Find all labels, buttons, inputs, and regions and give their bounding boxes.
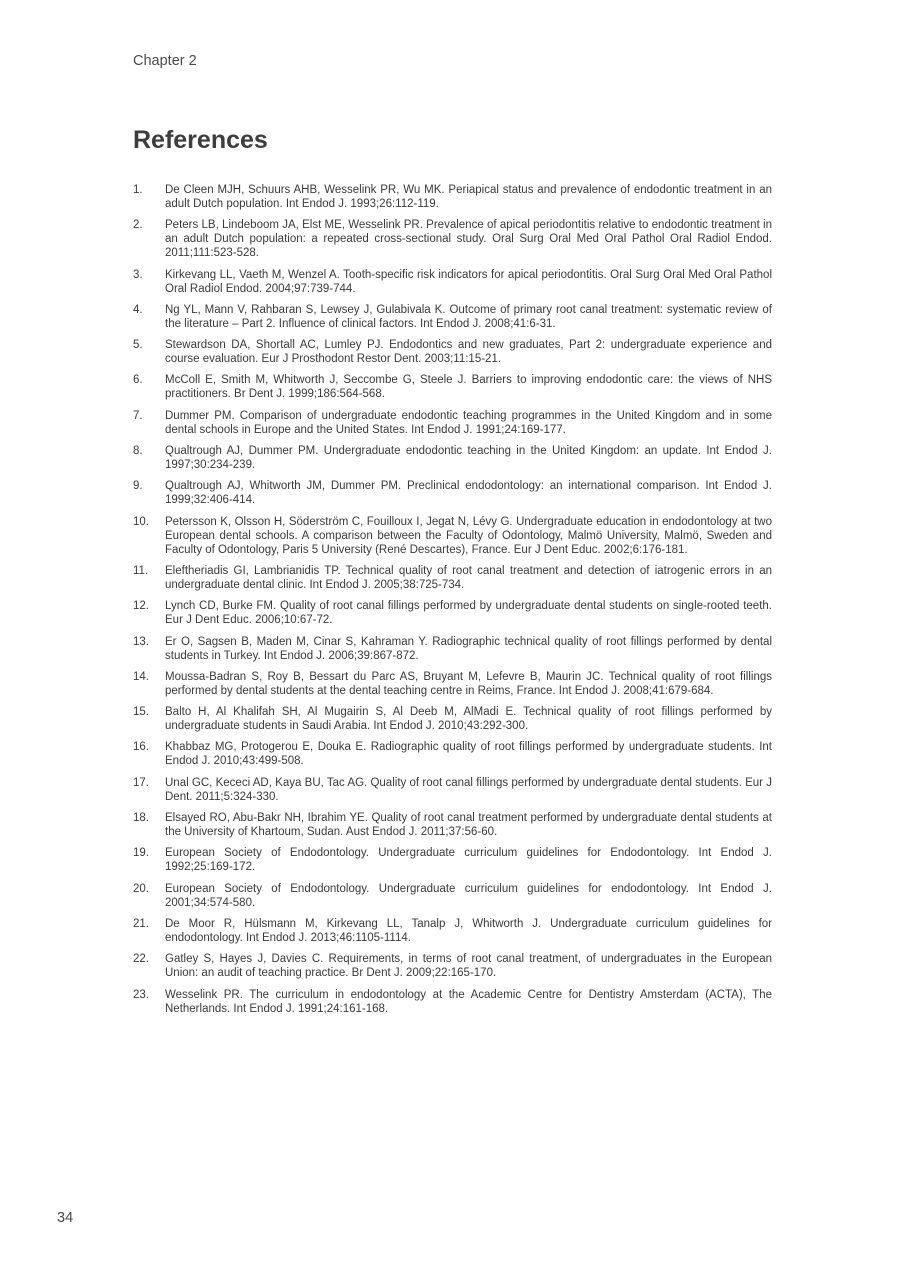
reference-text: Ng YL, Mann V, Rahbaran S, Lewsey J, Gulabivala K. Outcome of primary root canal treatment: systematic review of the literature – Part 2. Influence of clinical factors. Int Endod J. 2008;41:6-31. (165, 303, 772, 330)
reference-item (133, 338, 772, 366)
reference-number: 14. (133, 670, 149, 683)
reference-item (133, 564, 772, 592)
reference-text: Kirkevang LL, Vaeth M, Wenzel A. Tooth-specific risk indicators for apical periodontitis. Oral Surg Oral Med Oral Pathol Oral Radiol Endod. 2004;97:739-744. (165, 268, 772, 295)
reference-item (133, 988, 772, 1016)
reference-number: 1. (133, 184, 143, 196)
reference-text: Dummer PM. Comparison of undergraduate endodontic teaching programmes in the United Kingdom and in some dental schools in Europe and the United States. Int Endod J. 1991;24:169-177. (165, 409, 772, 436)
reference-item (133, 218, 772, 260)
page-number: 34 (57, 1210, 74, 1226)
reference-number: 13. (133, 635, 149, 648)
reference-number: 2. (133, 219, 143, 232)
reference-item (133, 952, 772, 980)
reference-item (133, 740, 772, 768)
reference-number: 6. (133, 374, 143, 387)
reference-item (133, 635, 772, 663)
reference-text: Elsayed RO, Abu-Bakr NH, Ibrahim YE. Quality of root canal treatment performed by undergraduate dental students at the University of Khartoum, Sudan. Aust Endod J. 2011;37:56-60. (165, 812, 772, 839)
reference-item (133, 882, 772, 910)
reference-number: 7. (133, 409, 143, 422)
reference-number: 20. (133, 882, 149, 895)
reference-number: 17. (133, 776, 149, 789)
section-title: References (133, 126, 268, 154)
reference-item (133, 479, 772, 507)
reference-number: 8. (133, 445, 143, 458)
reference-text: Moussa-Badran S, Roy B, Bessart du Parc AS, Bruyant M, Lefevre B, Maurin JC. Technical quality of root fillings performed by dental students at the dental teaching centre in Reims, France. Int Endod J. 2008;41:679-684. (165, 670, 772, 697)
reference-text: European Society of Endodontology. Undergraduate curriculum guidelines for endodontology. Int Endod J. 2001;34:574-580. (165, 882, 772, 909)
reference-text: Qualtrough AJ, Whitworth JM, Dummer PM. Preclinical endodontology: an international comparison. Int Endod J. 1999;32:406-414. (165, 480, 772, 507)
reference-number: 22. (133, 953, 149, 966)
reference-text: Balto H, Al Khalifah SH, Al Mugairin S, Al Deeb M, AlMadi E. Technical quality of root fillings performed by undergraduate students in Saudi Arabia. Int Endod J. 2010;43:292-300. (165, 706, 772, 733)
reference-number: 9. (133, 480, 143, 493)
reference-item (133, 268, 772, 296)
reference-text: Petersson K, Olsson H, Söderström C, Fouilloux I, Jegat N, Lévy G. Undergraduate education in endodontology at two European dental schools. A comparison between the Faculty of Odontology, Malmö University, Malmö, Sweden and Faculty of Odontology, Paris 5 University (René Descartes), France. Eur J Dent Educ. 2002;6:176-181. (165, 515, 772, 556)
reference-number: 18. (133, 812, 149, 825)
reference-number: 4. (133, 303, 143, 316)
reference-item (133, 811, 772, 839)
reference-number: 11. (133, 564, 149, 577)
reference-item (133, 409, 772, 437)
reference-text: Khabbaz MG, Protogerou E, Douka E. Radiographic quality of root fillings performed by undergraduate students. Int Endod J. 2010;43:499-508. (165, 741, 772, 768)
reference-number: 12. (133, 600, 149, 613)
reference-item (133, 373, 772, 401)
reference-text: McColl E, Smith M, Whitworth J, Seccombe G, Steele J. Barriers to improving endodontic care: the views of NHS practitioners. Br Dent J. 1999;186:564-568. (165, 374, 772, 401)
reference-item (133, 515, 772, 557)
reference-text: Wesselink PR. The curriculum in endodontology at the Academic Centre for Dentistry Amsterdam (ACTA), The Netherlands. Int Endod J. 1991;24:161-168. (165, 988, 772, 1015)
reference-item (133, 670, 772, 698)
reference-item (133, 599, 772, 627)
reference-item (133, 444, 772, 472)
reference-text: European Society of Endodontology. Undergraduate curriculum guidelines for Endodontology. Int Endod J. 1992;25:169-172. (165, 847, 772, 874)
reference-number: 16. (133, 741, 149, 754)
reference-item (133, 917, 772, 945)
reference-text: Er O, Sagsen B, Maden M, Cinar S, Kahraman Y. Radiographic technical quality of root fillings performed by dental students in Turkey. Int Endod J. 2006;39:867-872. (165, 635, 772, 662)
reference-number: 15. (133, 706, 149, 719)
reference-item (133, 846, 772, 874)
reference-item (133, 303, 772, 331)
reference-item (133, 183, 772, 211)
reference-text: Stewardson DA, Shortall AC, Lumley PJ. Endodontics and new graduates, Part 2: undergraduate experience and course evaluation. Eur J Prosthodont Restor Dent. 2003;11:15-21. (165, 339, 772, 366)
reference-list (133, 183, 772, 1023)
reference-text: De Cleen MJH, Schuurs AHB, Wesselink PR, Wu MK. Periapical status and prevalence of endodontic treatment in an adult Dutch population. Int Endod J. 1993;26:112-119. (165, 184, 772, 210)
chapter-header: Chapter 2 (133, 53, 197, 69)
reference-number: 19. (133, 847, 149, 860)
reference-item (133, 776, 772, 804)
reference-text: De Moor R, Hülsmann M, Kirkevang LL, Tanalp J, Whitworth J. Undergraduate curriculum guidelines for endodontology. Int Endod J. 2013;46:1105-1114. (165, 917, 772, 944)
reference-text: Peters LB, Lindeboom JA, Elst ME, Wesselink PR. Prevalence of apical periodontitis relative to endodontic treatment in an adult Dutch population: a repeated cross-sectional study. Oral Surg Oral Med Oral Pathol Oral Radiol Endod. 2011;111:523-528. (165, 219, 772, 260)
reference-number: 23. (133, 988, 149, 1001)
reference-text: Unal GC, Kececi AD, Kaya BU, Tac AG. Quality of root canal fillings performed by undergraduate dental students. Eur J Dent. 2011;5:324-330. (165, 776, 772, 803)
reference-number: 5. (133, 339, 143, 352)
reference-text: Eleftheriadis GI, Lambrianidis TP. Technical quality of root canal treatment and detection of iatrogenic errors in an undergraduate dental clinic. Int Endod J. 2005;38:725-734. (165, 564, 772, 591)
reference-text: Gatley S, Hayes J, Davies C. Requirements, in terms of root canal treatment, of undergraduates in the European Union: an audit of teaching practice. Br Dent J. 2009;22:165-170. (165, 953, 772, 980)
reference-item (133, 705, 772, 733)
reference-number: 10. (133, 515, 149, 528)
reference-number: 21. (133, 917, 149, 930)
reference-text: Lynch CD, Burke FM. Quality of root canal fillings performed by undergraduate dental students on single-rooted teeth. Eur J Dent Educ. 2006;10:67-72. (165, 600, 772, 627)
reference-text: Qualtrough AJ, Dummer PM. Undergraduate endodontic teaching in the United Kingdom: an update. Int Endod J. 1997;30:234-239. (165, 445, 772, 472)
reference-number: 3. (133, 268, 143, 281)
